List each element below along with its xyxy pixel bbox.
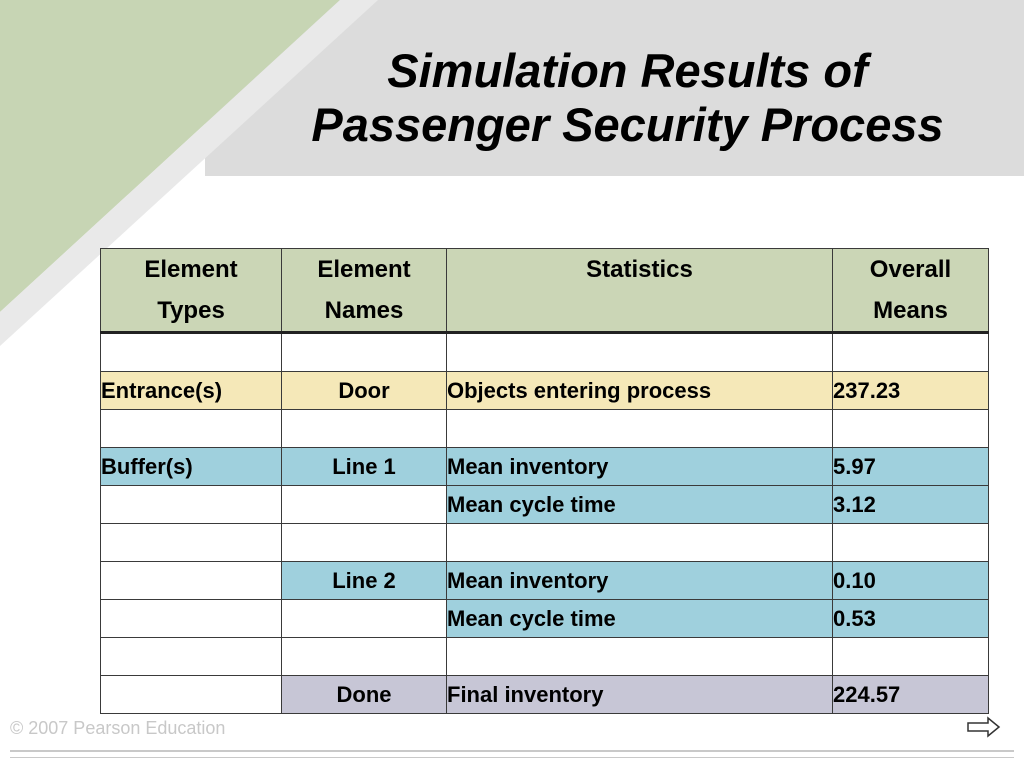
cell-element-name (282, 486, 447, 524)
cell-element-type (101, 486, 282, 524)
table-row (101, 524, 989, 562)
cell-element-name (282, 638, 447, 676)
cell-statistic: Mean inventory (447, 562, 833, 600)
table-row (101, 448, 989, 486)
header-overall-means: Overall Means (833, 249, 989, 333)
cell-element-type (101, 676, 282, 714)
cell-statistic: Objects entering process (447, 372, 833, 410)
cell-element-type: Entrance(s) (101, 372, 282, 410)
cell-overall-mean: 237.23 (833, 372, 989, 410)
cell-statistic: Mean inventory (447, 448, 833, 486)
right-arrow-icon[interactable] (966, 716, 1002, 738)
cell-overall-mean (833, 524, 989, 562)
cell-overall-mean: 0.53 (833, 600, 989, 638)
cell-element-name (282, 410, 447, 448)
copyright-notice: © 2007 Pearson Education (10, 718, 226, 738)
table-row (101, 562, 989, 600)
table-row (101, 600, 989, 638)
cell-overall-mean: 5.97 (833, 448, 989, 486)
slide-title-line-1: Simulation Results of (387, 44, 868, 97)
cell-element-type: Buffer(s) (101, 448, 282, 486)
cell-overall-mean: 3.12 (833, 486, 989, 524)
cell-element-name: Done (282, 676, 447, 714)
cell-statistic: Mean cycle time (447, 600, 833, 638)
slide-title-line-2: Passenger Security Process (311, 98, 944, 151)
table-row (101, 676, 989, 714)
cell-statistic (447, 638, 833, 676)
table-row (101, 486, 989, 524)
table-row (101, 410, 989, 448)
header-element-types: Element Types (101, 249, 282, 333)
cell-statistic: Final inventory (447, 676, 833, 714)
table-body (101, 333, 989, 714)
table-row (101, 372, 989, 410)
cell-statistic: Mean cycle time (447, 486, 833, 524)
cell-element-type (101, 562, 282, 600)
cell-overall-mean: 0.10 (833, 562, 989, 600)
simulation-results-table (100, 248, 989, 714)
table-header-row (101, 249, 989, 333)
cell-element-type (101, 524, 282, 562)
cell-overall-mean (833, 638, 989, 676)
cell-element-type (101, 333, 282, 372)
slide-title (240, 44, 1015, 152)
cell-element-type (101, 600, 282, 638)
cell-element-type (101, 638, 282, 676)
cell-element-name: Line 1 (282, 448, 447, 486)
cell-statistic (447, 410, 833, 448)
table-row (101, 638, 989, 676)
footer-divider-bottom (10, 757, 1014, 758)
cell-overall-mean (833, 410, 989, 448)
cell-overall-mean (833, 333, 989, 372)
table-row (101, 333, 989, 372)
header-statistics: Statistics (447, 249, 833, 333)
cell-element-type (101, 410, 282, 448)
cell-statistic (447, 524, 833, 562)
cell-statistic (447, 333, 833, 372)
cell-element-name (282, 524, 447, 562)
header-element-names: Element Names (282, 249, 447, 333)
cell-overall-mean: 224.57 (833, 676, 989, 714)
cell-element-name (282, 600, 447, 638)
cell-element-name: Line 2 (282, 562, 447, 600)
cell-element-name: Door (282, 372, 447, 410)
footer-divider-top (10, 750, 1014, 752)
cell-element-name (282, 333, 447, 372)
